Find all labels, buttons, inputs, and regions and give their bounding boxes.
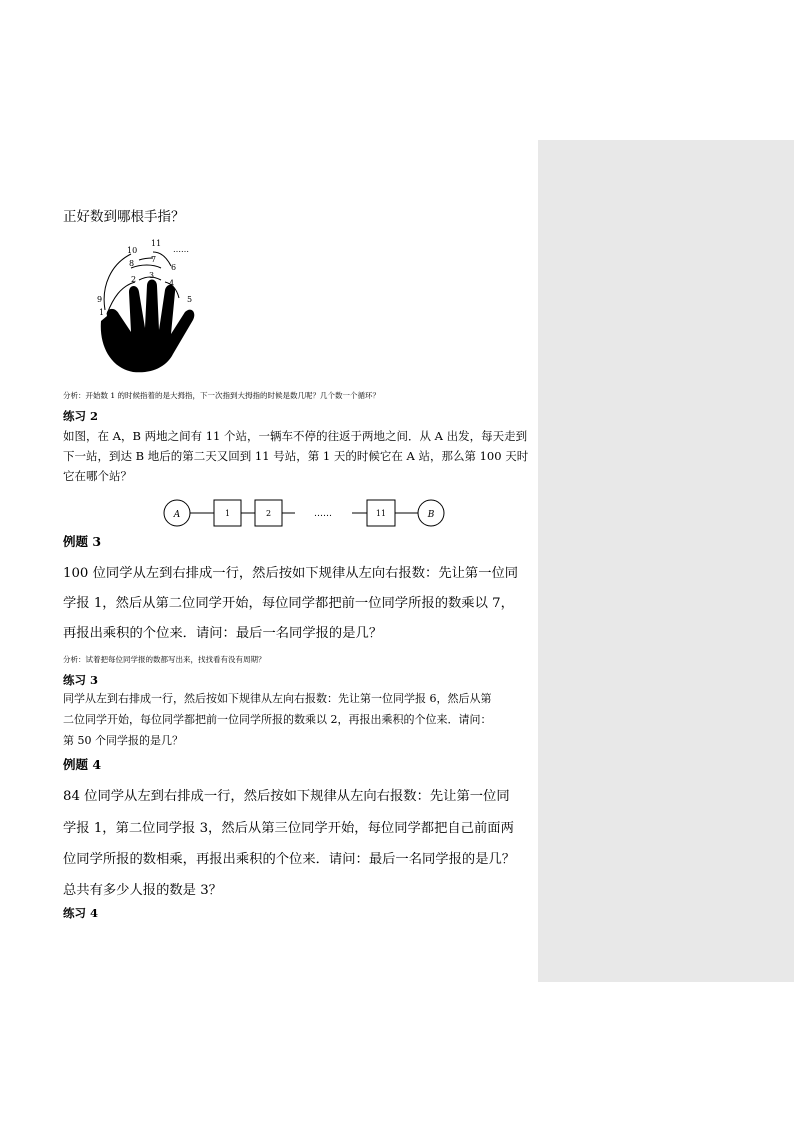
example-4-line: 学报 1，第二位同学报 3，然后从第三位同学开始，每位同学都把自己前面两: [63, 821, 514, 836]
hand-counting-figure: [91, 236, 241, 386]
hand-number: 9: [97, 295, 103, 304]
example-3-line: 再报出乘积的个位来．请问：最后一名同学报的是几？: [63, 626, 383, 641]
station-box-label: 11: [375, 509, 387, 518]
exercise-2-line: 它在哪个站？: [63, 469, 132, 483]
station-box-label: 2: [265, 509, 272, 518]
hand-number: 11: [151, 239, 162, 248]
hand-number: 10: [127, 246, 138, 255]
exercise-4-title: 练习 4: [63, 906, 99, 920]
analysis-hint-3: 分析：试着把每位同学报的数都写出来，找找看有没有周期？: [63, 655, 266, 664]
example-4-line: 位同学所报的数相乘，再报出乘积的个位来．请问：最后一名同学报的是几？: [63, 852, 516, 867]
exercise-3-title: 练习 3: [63, 673, 99, 687]
hand-number: 6: [171, 263, 177, 272]
exercise-2-line: 下一站，到达 B 地后的第二天又回到 11 号站，第 1 天的时候它在 A 站，那么第 100 天时: [63, 449, 529, 463]
hand-number: 7: [151, 255, 157, 264]
station-box-label: 1: [224, 509, 231, 518]
hand-ellipsis: ……: [173, 245, 189, 254]
station-diagram: [161, 496, 451, 530]
exercise-3-line: 同学从左到右排成一行，然后按如下规律从左向右报数：先让第一位同学报 6，然后从第: [63, 692, 492, 705]
hand-silhouette-icon: [101, 279, 195, 372]
exercise-2-title: 练习 2: [63, 409, 99, 423]
exercise-3-line: 二位同学开始，每位同学都把前一位同学所报的数乘以 2，再报出乘积的个位来．请问：: [63, 713, 492, 726]
example-3-title: 例题 3: [63, 534, 102, 549]
hand-number: 2: [131, 275, 137, 284]
station-ellipsis: ……: [314, 509, 332, 519]
comment-pane: [538, 140, 794, 982]
exercise-3-line: 第 50 个同学报的是几？: [63, 734, 183, 747]
station-b-label: B: [427, 510, 435, 520]
intro-question: 正好数到哪根手指？: [63, 209, 185, 225]
hand-number: 3: [149, 271, 155, 280]
station-a-label: A: [173, 510, 181, 520]
example-4-title: 例题 4: [63, 757, 102, 772]
analysis-hint-1: 分析：开始数 1 的时候指着的是大拇指，下一次指到大拇指的时候是数几呢？几个数一个循环？: [63, 391, 381, 400]
exercise-2-body: [63, 426, 528, 486]
example-3-line: 100 位同学从左到右排成一行，然后按如下规律从左向右报数：先让第一位同: [63, 566, 519, 581]
hand-number: 1: [99, 308, 105, 317]
exercise-2-line: 如图，在 A，B 两地之间有 11 个站，一辆车不停的往返于两地之间．从 A 出发，每天走到: [63, 429, 528, 443]
hand-number: 4: [169, 279, 175, 288]
hand-number: 5: [187, 295, 193, 304]
example-4-line: 84 位同学从左到右排成一行，然后按如下规律从左向右报数：先让第一位同: [63, 789, 510, 804]
example-4-line: 总共有多少人报的数是 3？: [63, 883, 222, 898]
example-3-line: 学报 1，然后从第二位同学开始，每位同学都把前一位同学所报的数乘以 7，: [63, 596, 514, 611]
hand-number: 8: [129, 259, 135, 268]
